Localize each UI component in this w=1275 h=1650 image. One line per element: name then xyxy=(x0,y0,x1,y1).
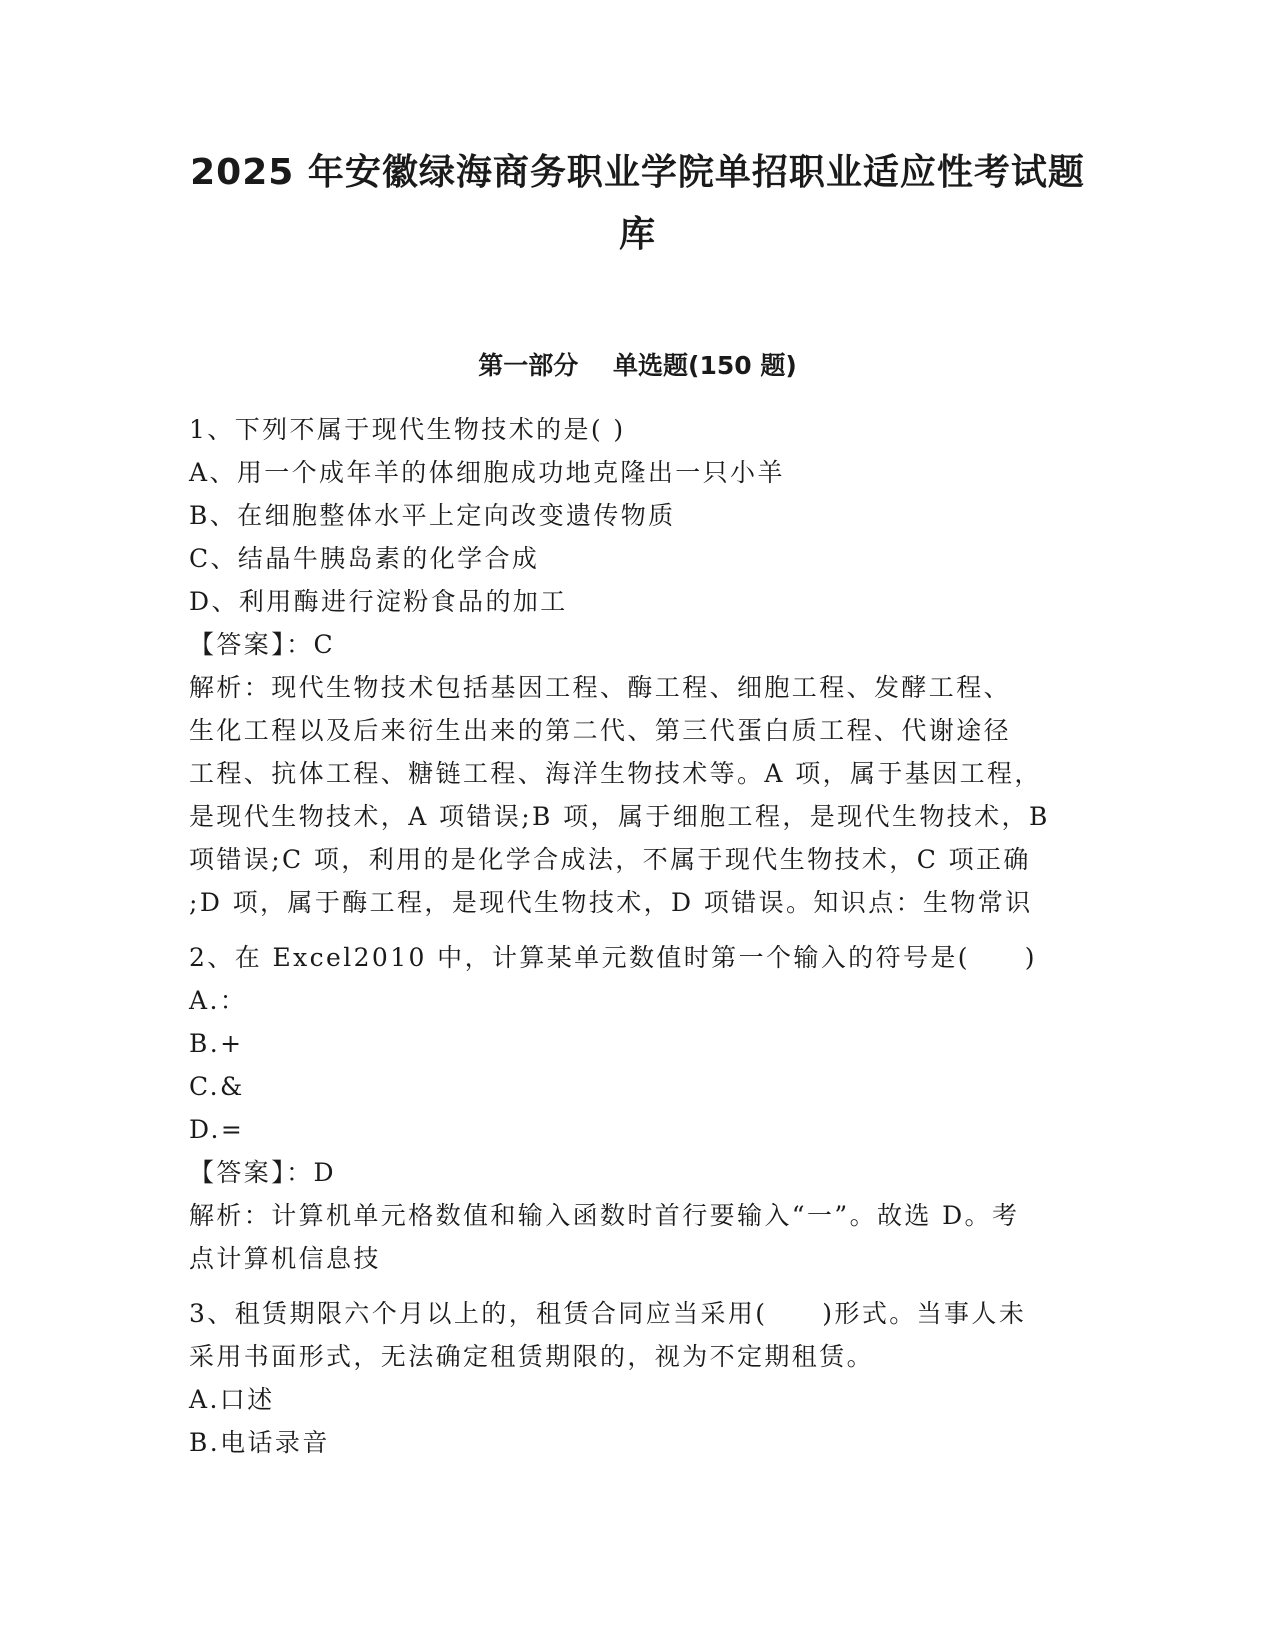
question-2-option-a: A.： xyxy=(189,986,248,1015)
question-spacer xyxy=(189,1280,1089,1292)
question-1-option-b: B、在细胞整体水平上定向改变遗传物质 xyxy=(189,501,676,530)
question-3-option-a: A.口述 xyxy=(189,1385,275,1414)
question-1-answer: 【答案】：C xyxy=(189,630,336,659)
question-3-stem-line-1: 3、租赁期限六个月以上的，租赁合同应当采用( )形式。当事人未 xyxy=(189,1299,1027,1328)
question-1-stem: 1、下列不属于现代生物技术的是( ) xyxy=(189,415,626,444)
question-1-option-a: A、用一个成年羊的体细胞成功地克隆出一只小羊 xyxy=(189,458,785,487)
document-title xyxy=(180,142,1095,266)
question-2-analysis-line-1: 解析：计算机单元格数值和输入函数时首行要输入“一”。故选 D。考 xyxy=(189,1201,1020,1230)
question-3-option-b: B.电话录音 xyxy=(189,1428,330,1457)
question-1-analysis-line-2: 生化工程以及后来衍生出来的第二代、第三代蛋白质工程、代谢途径 xyxy=(189,716,1012,745)
question-1-analysis-line-4: 是现代生物技术，A 项错误;B 项，属于细胞工程，是现代生物技术，B xyxy=(189,802,1050,831)
question-1 xyxy=(189,408,1089,924)
question-spacer xyxy=(189,924,1089,936)
document-title-line-1: 2025 年安徽绿海商务职业学院单招职业适应性考试题 xyxy=(190,152,1085,193)
question-list xyxy=(189,408,1089,1464)
question-2-option-d: D.= xyxy=(189,1115,245,1144)
document-title-line-2: 库 xyxy=(618,214,656,255)
question-2 xyxy=(189,936,1089,1280)
question-3-stem-line-2: 采用书面形式，无法确定租赁期限的，视为不定期租赁。 xyxy=(189,1342,875,1371)
question-2-option-c: C.& xyxy=(189,1072,245,1101)
question-2-analysis-line-2: 点计算机信息技 xyxy=(189,1244,381,1273)
question-1-option-c: C、结晶牛胰岛素的化学合成 xyxy=(189,544,540,573)
question-2-answer: 【答案】：D xyxy=(189,1158,336,1187)
question-1-analysis-line-6: ;D 项，属于酶工程，是现代生物技术，D 项错误。知识点：生物常识 xyxy=(189,888,1033,917)
question-2-stem: 2、在 Excel2010 中，计算某单元数值时第一个输入的符号是( ) xyxy=(189,943,1037,972)
question-1-option-d: D、利用酶进行淀粉食品的加工 xyxy=(189,587,568,616)
question-2-option-b: B.+ xyxy=(189,1029,244,1058)
question-3 xyxy=(189,1292,1089,1464)
question-1-analysis-line-5: 项错误;C 项，利用的是化学合成法，不属于现代生物技术，C 项正确 xyxy=(189,845,1031,874)
question-1-analysis-line-3: 工程、抗体工程、糖链工程、海洋生物技术等。A 项，属于基因工程， xyxy=(189,759,1042,788)
question-1-analysis-line-1: 解析：现代生物技术包括基因工程、酶工程、细胞工程、发酵工程、 xyxy=(189,673,1012,702)
section-title: 第一部分 单选题(150 题) xyxy=(478,351,797,380)
